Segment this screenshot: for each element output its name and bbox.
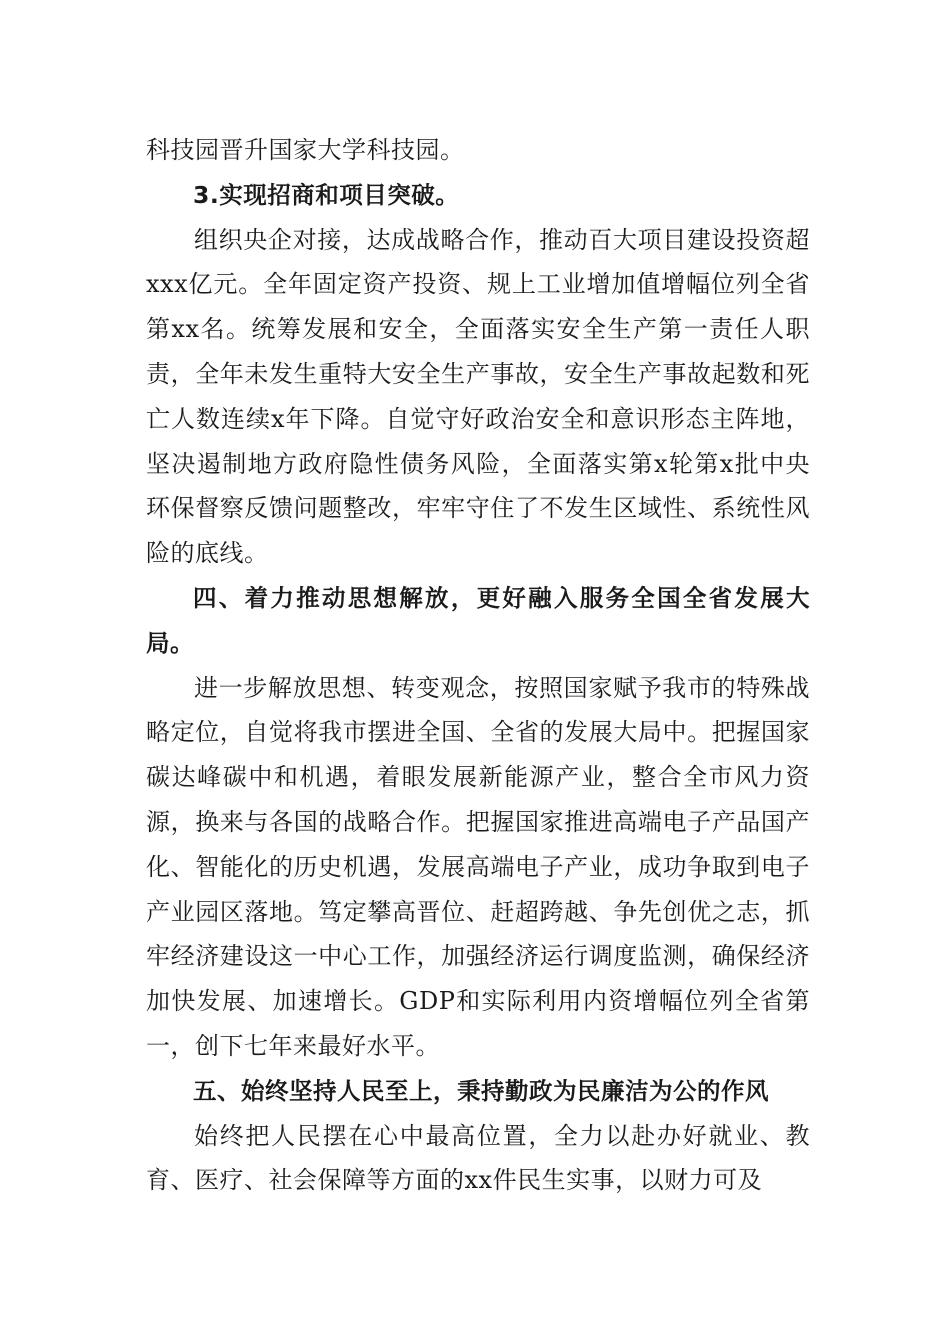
paragraph-continuation: 科技园晋升国家大学科技园。 [146, 136, 465, 164]
heading-section-five: 五、始终坚持人民至上，秉持勤政为民廉洁为公的作风 [193, 1076, 769, 1105]
heading-section-four: 四、着力推动思想解放，更好融入服务全国全省发展大局。 [146, 583, 810, 657]
paragraph-livelihood: 始终把人民摆在心中最高位置，全力以赴办好就业、教育、医疗、社会保障等方面的xx件民生实事，以财力可及 [146, 1121, 810, 1195]
subheading-investment-breakthrough: 3.实现招商和项目突破。 [193, 180, 460, 209]
paragraph-development: 进一步解放思想、转变观念，按照国家赋予我市的特殊战略定位，自觉将我市摆进全国、全省的发展大局中。把握国家碳达峰碳中和机遇，着眼发展新能源产业，整合全市风力资源，换来与各国的战略合作。把握国家推进高端电子产品国产化、智能化的历史机遇，发展高端电子产业，成功争取到电子产业园区落地。笃定攀高晋位、赶超跨越、争先创优之志，抓牢经济建设这一中心工作，加强经济运行调度监测，确保经济加快发展、加速增长。GDP和实际利用内资增幅位列全省第一，创下七年来最好水平。 [146, 673, 810, 1060]
paragraph-investment: 组织央企对接，达成战略合作，推动百大项目建设投资超xxx亿元。全年固定资产投资、规上工业增加值增幅位列全省第xx名。统筹发展和安全，全面落实安全生产第一责任人职责，全年未发生重特大安全生产事故，安全生产事故起数和死亡人数连续x年下降。自觉守好政治安全和意识形态主阵地，坚决遏制地方政府隐性债务风险，全面落实第x轮第x批中央环保督察反馈问题整改，牢牢守住了不发生区域性、系统性风险的底线。 [146, 225, 810, 568]
document-page [146, 128, 810, 1203]
